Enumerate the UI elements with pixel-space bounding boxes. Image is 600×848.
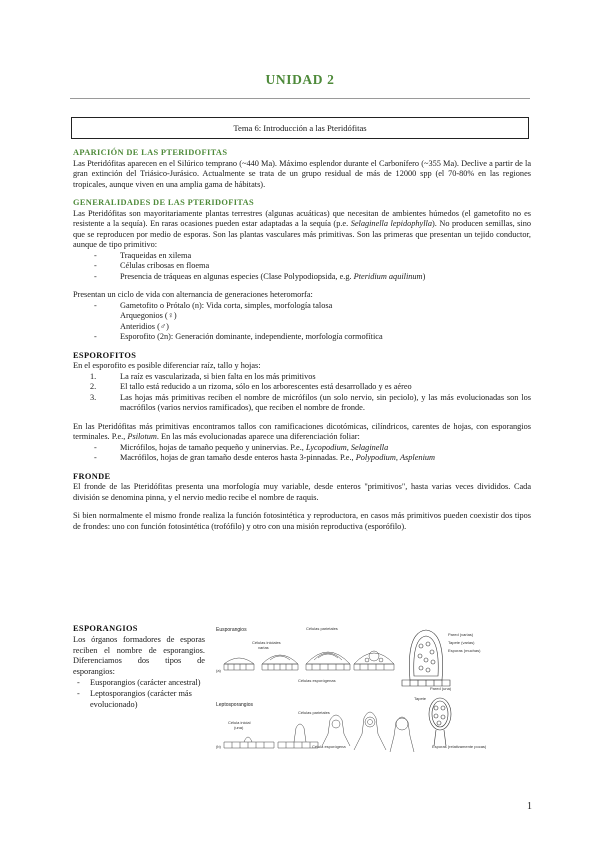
paragraph-generalidades: Las Pteridófitas son mayoritariamente plantas terrestres (algunas acuáticas) que necesitan de ambientes húmedos (el gametofito no es resistente a la sequía). En raras ocasiones pueden estar adaptadas a la sequía (p.e. Selaginella lepidophylla). No producen semillas, sino que se reproducen por medio de esporas. Son las plantas vasculares más primitivas. Son las primeras que presentan un tejido conductor, aunque de tipo primitivo: — [73, 208, 531, 249]
list-item: - Células cribosas en floema — [73, 261, 531, 272]
label-varias: varias — [258, 645, 269, 650]
label-b: (b) — [216, 744, 221, 749]
section-heading-fronde: FRONDE — [73, 471, 111, 481]
leptosporangium-large — [429, 698, 451, 746]
list-item: 2. El tallo está reducido a un rizoma, sólo en los arborescentes está desarrollado y es aéreo — [90, 382, 412, 391]
topic-box: Tema 6: Introducción a las Pteridófitas — [71, 117, 529, 139]
anteridios-line: Anteridios (♂) — [120, 321, 169, 331]
label-esporas-muchas: Esporas (muchas) — [448, 648, 481, 653]
label-celulas-parietales: Células parietales — [306, 626, 338, 631]
foliar-list — [73, 443, 531, 464]
paragraph-aparicion: Las Pteridófitas aparecen en el Silúrico temprano (~440 Ma). Máximo esplendor durante el Carbonífero (~355 Ma). Declive a partir de la gran extinción del Triásico-Jurásico. Actualmente se trata de un grupo residual de más de 12000 spp (el 70-80% en las regiones tropicales, aunque viven en una amplia gama de hábitats). — [73, 158, 531, 189]
list-item: 3. Las hojas más primitivas reciben el nombre de micrófilos (un solo nervio, sin peciolo), y las más evolucionadas son los macrófilos (varios nervios ramificados), que reciben el nombre de fronde. — [90, 392, 531, 412]
paragraph-esporangios: Los órganos formadores de esporas reciben el nombre de esporangios. Diferenciamos dos tipos de esporangios: — [73, 634, 205, 677]
label-una: (una) — [234, 725, 244, 730]
label-a: (a) — [216, 668, 221, 673]
paragraph-primitivas: En las Pteridófitas más primitivas encontramos tallos con ramificaciones dicotómicas, cilíndricos, carentes de hojas, con esporangios terminales. P.e., Psilotum. En las más evolucionadas aparece una diferenciación foliar: — [73, 421, 531, 441]
paragraph-ciclo: Presentan un ciclo de vida con alternancia de generaciones heteromorfa: — [73, 290, 313, 299]
sporangia-figure — [214, 624, 487, 764]
label-pared-una: Pared (una) — [430, 686, 452, 691]
paragraph-esporofito-intro: En el esporofito es posible diferenciar raíz, tallo y hojas: — [73, 361, 261, 370]
generaciones-list — [73, 301, 531, 312]
label-celula-esporogena: Célula esporógena — [312, 744, 346, 749]
label-celula-inicial: Célula inicial — [228, 720, 251, 725]
title-divider — [70, 98, 530, 99]
figure-title-eusporangios: Eusporangios — [216, 627, 247, 633]
section-heading-esporofitos: ESPOROFITOS — [73, 350, 137, 360]
unit-title: UNIDAD 2 — [265, 72, 335, 87]
arquegonios-line: Arquegonios (♀) — [120, 311, 177, 320]
label-tapete-varias: Tapete (varias) — [448, 640, 475, 645]
section-heading-aparicion: APARICIÓN DE LAS PTERIDOFITAS — [73, 148, 228, 157]
label-celulas-esporogenas: Células esporógenas — [298, 678, 336, 683]
eusporangium-stages — [224, 651, 394, 670]
label-esporas-pocas: Esporas (relativamente pocas) — [432, 744, 487, 749]
list-item: - Gametofito o Prótalo (n): Vida corta, simples, morfología talosa — [73, 301, 531, 312]
list-item: - Traqueidas en xilema — [73, 251, 531, 262]
tejido-list — [73, 251, 531, 283]
main-content — [73, 148, 531, 532]
label-pared-varias: Pared (varias) — [448, 632, 474, 637]
section-heading-esporangios: ESPORANGIOS — [73, 624, 138, 633]
section-heading-generalidades: GENERALIDADES DE LAS PTERIDOFITAS — [73, 198, 255, 207]
esporofito-list — [73, 372, 531, 414]
esporangios-text — [73, 624, 205, 710]
paragraph-fronde-1: El fronde de las Pteridófitas presenta una morfología muy variable, desde enteros "primitivos", hasta varias veces divididos. Cada división se denomina pinna, y el nervio medio recibe el nombre de raquis. — [73, 482, 531, 502]
label-tapete: Tapete — [414, 696, 427, 701]
esporangios-list — [73, 678, 205, 710]
page-number: 1 — [527, 801, 532, 812]
list-item: - Esporofito (2n): Generación dominante, independiente, morfología cormofítica — [73, 332, 531, 343]
list-item: - Presencia de tráqueas en algunas especies (Clase Polypodiopsida, e.g. Pteridium aquilinum) — [73, 272, 531, 283]
figure-title-leptosporangios: Leptosporangios — [216, 702, 253, 708]
paragraph-fronde-2: Si bien normalmente el mismo fronde realiza la función fotosintética y reproductora, en casos más primitivos pueden coexistir dos tipos de frondes: uno con función fotosintética (trofófilo) y otro con una misión reproductiva (esporófilo). — [73, 511, 531, 531]
list-item: 1. La raíz es vascularizada, si bien falta en los más primitivos — [90, 371, 316, 381]
list-item: - Macrófilos, hojas de gran tamaño desde enteros hasta 3-pinnadas. P.e., Polypodium, Asplenium — [73, 453, 531, 464]
list-item: - Eusporangios (carácter ancestral) — [73, 678, 205, 689]
eusporangium-large — [402, 630, 450, 686]
label-celulas-iniciales: Células iniciales — [252, 640, 281, 645]
label-celulas-parietales-lepto: Células parietales — [298, 710, 330, 715]
list-item: - Leptosporangios (carácter más evolucionado) — [73, 689, 205, 711]
list-item: - Micrófilos, hojas de tamaño pequeño y uninervias. P.e., Lycopodium, Selaginella — [73, 443, 531, 454]
